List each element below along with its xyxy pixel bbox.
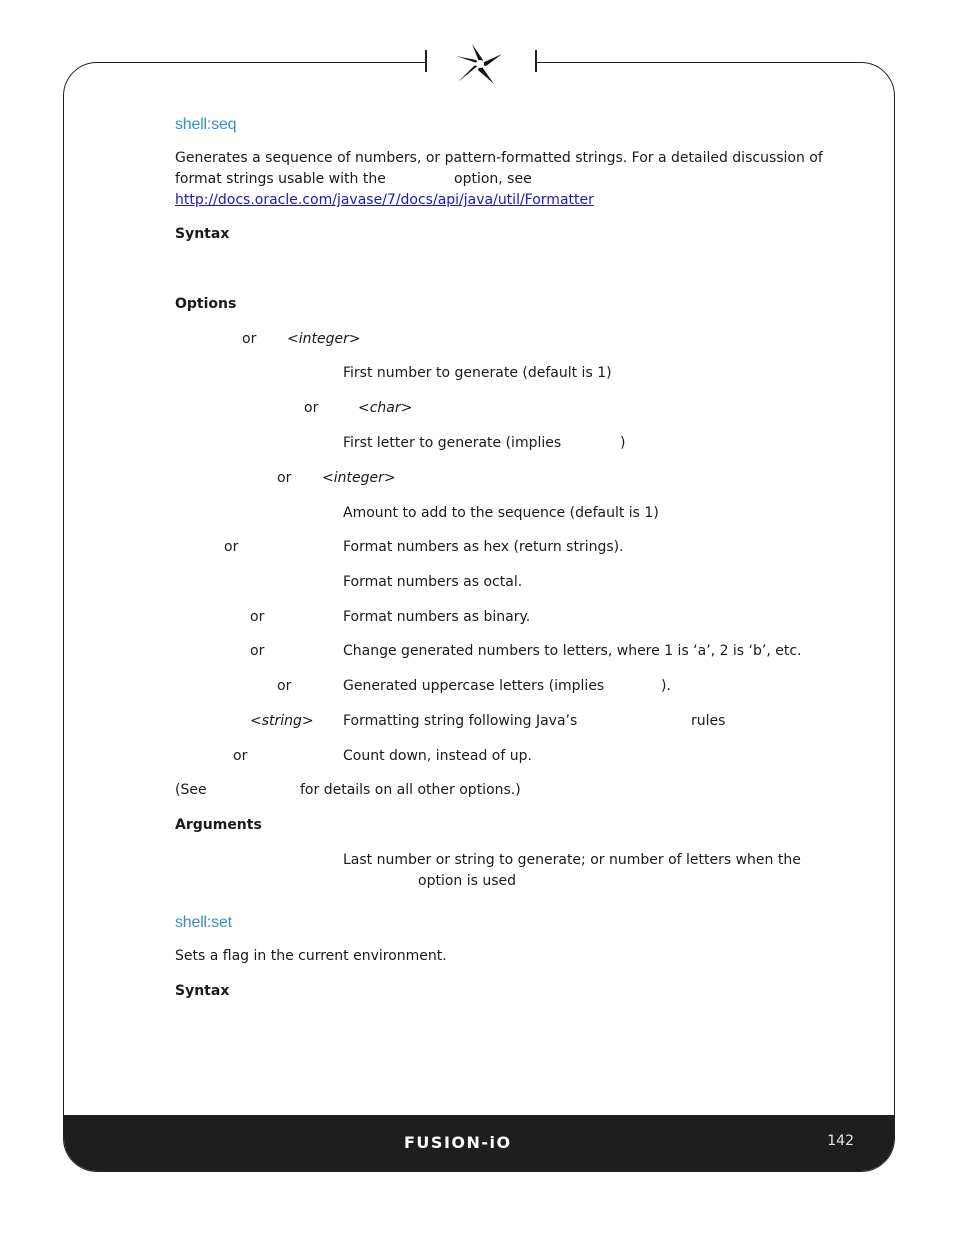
page-footer [64,1115,894,1171]
argument-desc-line-2: option is used [418,873,517,889]
footer-brand: FUSION-iO [404,1133,512,1152]
option-arg: <integer> [322,470,396,486]
section-title-shell-set: shell:set [175,914,232,931]
section-title-shell-seq: shell:seq [175,116,237,133]
fusion-io-logo-icon [404,1133,556,1153]
formatter-doc-link[interactable]: http://docs.oracle.com/javase/7/docs/api/java/util/Formatter [175,192,594,208]
option-desc: Format numbers as hex (return strings). [343,539,624,555]
option-desc: Amount to add to the sequence (default is 1) [343,505,659,521]
option-or: or [277,470,292,486]
option-or: or [233,748,248,764]
option-arg: <integer> [287,331,361,347]
section2-description: Sets a flag in the current environment. [175,948,447,964]
option-desc: Change generated numbers to letters, where 1 is ‘a’, 2 is ‘b’, etc. [343,643,802,659]
option-or: or [224,539,239,555]
options-heading: Options [175,296,237,312]
fusion-io-star-icon [450,40,510,88]
argument-desc-line-1: Last number or string to generate; or number of letters when the [343,852,801,868]
option-or: or [250,609,265,625]
description-line-2a: format strings usable with the [175,171,386,187]
option-or: or [304,400,319,416]
option-or: or [250,643,265,659]
option-or: or [242,331,257,347]
description-line-1: Generates a sequence of numbers, or pattern-formatted strings. For a detailed discussion of [175,150,823,166]
section2-syntax-heading: Syntax [175,983,230,999]
option-desc-tail: ) [620,435,626,451]
option-desc: Format numbers as binary. [343,609,531,625]
option-desc-tail: ). [661,678,671,694]
option-desc: First number to generate (default is 1) [343,365,612,381]
see-note-start: (See [175,782,207,798]
arguments-heading: Arguments [175,817,262,833]
option-desc: First letter to generate (implies [343,435,562,451]
header-divider-left [425,50,427,72]
see-note-end: for details on all other options.) [300,782,521,798]
option-desc-tail: rules [691,713,726,729]
option-arg: <string> [250,713,314,729]
option-desc: Formatting string following Java’s [343,713,578,729]
option-arg: <char> [358,400,413,416]
option-desc: Count down, instead of up. [343,748,532,764]
header-divider-right [535,50,537,72]
page-number: 142 [827,1133,854,1149]
option-desc: Generated uppercase letters (implies [343,678,605,694]
option-or: or [277,678,292,694]
option-desc: Format numbers as octal. [343,574,523,590]
syntax-heading: Syntax [175,226,230,242]
description-line-2b: option, see [454,171,532,187]
